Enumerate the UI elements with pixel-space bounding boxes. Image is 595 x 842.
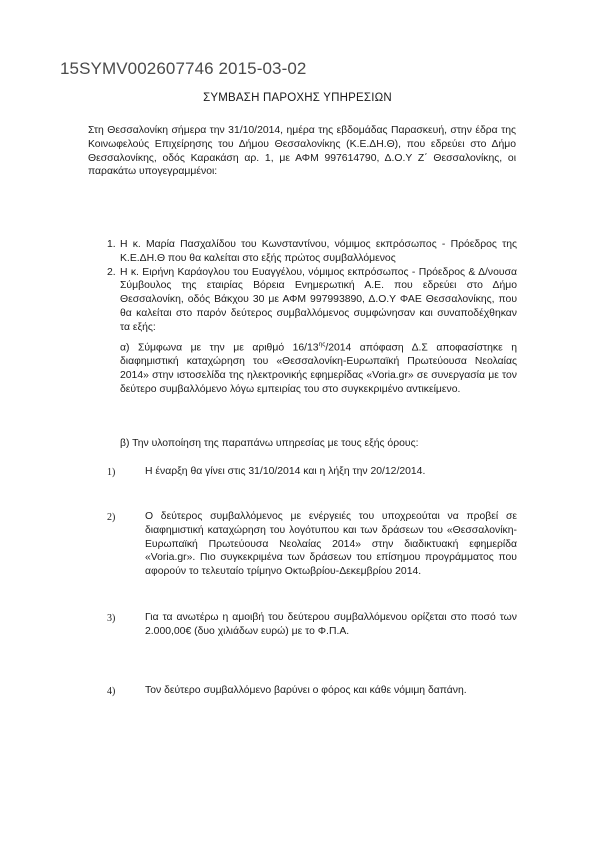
clause-a <box>120 338 517 397</box>
party-item-1 <box>107 238 517 266</box>
clause-a-rest: /2014 απόφαση Δ.Σ αποφασίστηκε η διαφημιστική καταχώρηση του «Θεσσαλονίκη-Ευρωπαϊκή Πρωτεύουσα Νεολαίας 2014» στην ιστοσελίδα της ηλεκτρονικής εφημερίδας «Voria.gr» σε συνεργασία με τον δεύτερο συμβαλλόμενο λόγω εμπειρίας του στο συγκεκριμένο αντικείμενο. <box>120 342 517 395</box>
condition-number: 4) <box>107 686 116 697</box>
party-text: Η κ. Ειρήνη Καράογλου του Ευαγγέλου, νόμιμος εκπρόσωπος - Πρόεδρος & Δ/νουσα Σύμβουλος της εταιρίας Βόρεια Ενημερωτική Α.Ε. που εδρεύει στο Δήμο Θεσσαλονίκη, οδός Βάκχου 30 με ΑΦΜ 997993890, Δ.Ο.Υ ΦΑΕ Θεσσαλονίκης, που θα καλείται στο παρόν δεύτερος συμβαλλόμενος συμφώνησαν και συναποδέχθηκαν τα εξής: <box>120 266 517 333</box>
condition-text: Η έναρξη θα γίνει στις 31/10/2014 και η λήξη την 20/12/2014. <box>145 466 426 477</box>
party-text: Η κ. Μαρία Πασχαλίδου του Κωνσταντίνου, νόμιμος εκπρόσωπος - Πρόεδρος της Κ.Ε.ΔΗ.Θ που θα καλείται στο εξής πρώτος συμβαλλόμενος <box>120 239 517 264</box>
parties-list <box>107 238 517 335</box>
document-id-stamp: 15SYMV002607746 2015-03-02 <box>60 59 307 78</box>
condition-item-3 <box>107 611 517 639</box>
party-number: 1. <box>107 239 116 250</box>
party-item-2 <box>107 266 517 335</box>
condition-number: 2) <box>107 512 116 523</box>
condition-item-4 <box>107 684 517 698</box>
intro-paragraph: Στη Θεσσαλονίκη σήμερα την 31/10/2014, ημέρα της εβδομάδας Παρασκευή, στην έδρα της Κοινωφελούς Επιχείρησης του Δήμου Θεσσαλονίκης (Κ.Ε.ΔΗ.Θ), που εδρεύει στο Δήμο Θεσσαλονίκης, οδός Καρακάση αρ. 1, με ΑΦΜ 997614790, Δ.Ο.Υ Ζ΄ Θεσσαλονίκης, οι παρακάτω υπογεγραμμένοι: <box>88 125 516 178</box>
condition-number: 1) <box>107 467 116 478</box>
condition-text: Ο δεύτερος συμβαλλόμενος με ενέργειές του υποχρεούται να προβεί σε διαφημιστική καταχώρηση του λογότυπου και των δράσεων του «Θεσσαλονίκη- Ευρωπαϊκή Πρωτεύουσα Νεολαίας 2014» στην διαδικτυακή εφημερίδα «Voria.gr». Πιο συγκεκριμένα των δράσεων του επίσημου προγράμματος που αφορούν το τελευταίο τρίμηνο Οκτωβρίου-Δεκεμβρίου 2014. <box>145 511 517 578</box>
party-number: 2. <box>107 266 116 278</box>
clause-a-prefix: α) Σύμφωνα με την με αριθμό 16/13 <box>120 342 319 354</box>
condition-text: Τον δεύτερο συμβαλλόμενο βαρύνει ο φόρος και κάθε νόμιμη δαπάνη. <box>145 685 467 696</box>
document-title: ΣΥΜΒΑΣΗ ΠΑΡΟΧΗΣ ΥΠΗΡΕΣΙΩΝ <box>203 92 392 104</box>
condition-item-1 <box>107 465 517 479</box>
condition-text: Για τα ανωτέρω η αμοιβή του δεύτερου συμβαλλόμενου ορίζεται στο ποσό των 2.000,00€ (δυο χιλιάδων ευρώ) με το Φ.Π.Α. <box>145 612 517 637</box>
condition-item-2 <box>107 510 517 579</box>
clause-b-heading: β) Την υλοποίηση της παραπάνω υπηρεσίας με τους εξής όρους: <box>120 438 419 449</box>
clause-a-superscript: ης <box>318 341 326 348</box>
condition-number: 3) <box>107 613 116 624</box>
